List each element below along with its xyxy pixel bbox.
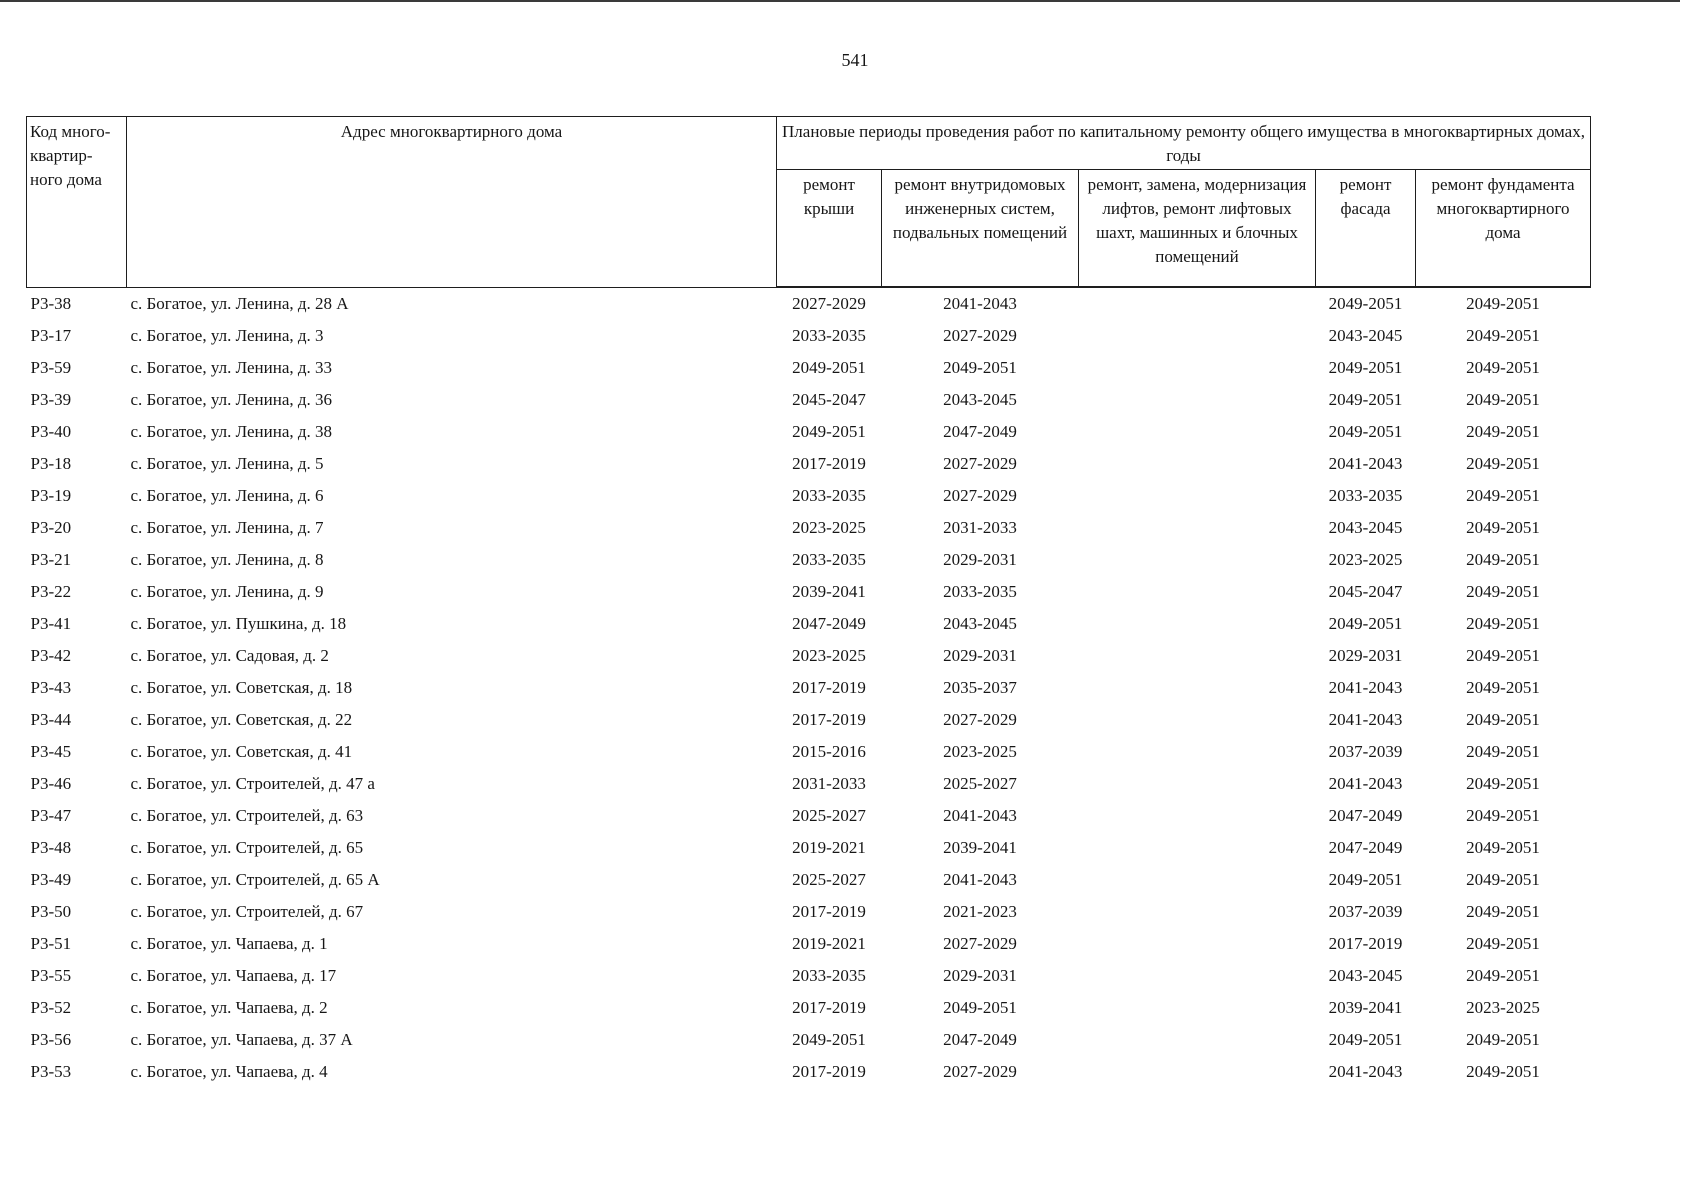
engineering-repair-period-cell: 2031-2033 [943,518,1017,537]
engineering-repair-period-cell: 2039-2041 [943,838,1017,857]
table-row [27,864,1591,896]
house-address-cell: с. Богатое, ул. Советская, д. 22 [130,710,353,729]
house-code-cell: Р3-48 [30,838,72,857]
house-address-cell: с. Богатое, ул. Пушкина, д. 18 [130,614,347,633]
house-address-cell: с. Богатое, ул. Ленина, д. 38 [130,422,333,441]
facade-repair-period-cell: 2039-2041 [1328,998,1403,1017]
facade-repair-period-cell: 2049-2051 [1328,614,1403,633]
house-address-cell: с. Богатое, ул. Ленина, д. 3 [130,326,324,345]
roof-repair-period-cell: 2017-2019 [792,998,866,1017]
elevator-repair-period-cell [1079,800,1316,832]
elevator-repair-period-cell [1079,1024,1316,1056]
engineering-repair-period-cell: 2047-2049 [943,1030,1017,1049]
foundation-repair-period-cell: 2049-2051 [1466,486,1540,505]
foundation-repair-period-cell: 2049-2051 [1466,838,1540,857]
engineering-repair-period-cell: 2033-2035 [943,582,1017,601]
roof-repair-period-cell: 2019-2021 [792,934,866,953]
foundation-repair-period-cell: 2049-2051 [1466,678,1540,697]
house-address-cell: с. Богатое, ул. Советская, д. 41 [130,742,353,761]
foundation-repair-period-cell: 2049-2051 [1466,614,1540,633]
engineering-repair-period-cell: 2041-2043 [943,806,1017,825]
elevator-repair-period-cell [1079,768,1316,800]
elevator-repair-period-cell [1079,864,1316,896]
foundation-repair-period-cell: 2049-2051 [1466,934,1540,953]
facade-repair-period-cell: 2041-2043 [1328,710,1403,729]
house-address-cell: с. Богатое, ул. Строителей, д. 67 [130,902,364,921]
house-code-cell: Р3-21 [30,550,72,569]
foundation-repair-period-cell: 2023-2025 [1466,998,1540,1017]
house-code-cell: Р3-52 [30,998,72,1017]
engineering-repair-period-cell: 2041-2043 [943,870,1017,889]
roof-repair-period-cell: 2031-2033 [792,774,866,793]
facade-repair-period-cell: 2017-2019 [1328,934,1403,953]
table-row [27,736,1591,768]
facade-repair-period-cell: 2033-2035 [1328,486,1403,505]
roof-repair-period-cell: 2039-2041 [792,582,866,601]
roof-repair-period-cell: 2027-2029 [792,294,866,313]
facade-repair-period-cell: 2047-2049 [1328,806,1403,825]
foundation-repair-period-cell: 2049-2051 [1466,774,1540,793]
facade-repair-period-cell: 2047-2049 [1328,838,1403,857]
house-address-cell: с. Богатое, ул. Чапаева, д. 2 [130,998,328,1017]
table-row [27,928,1591,960]
facade-repair-period-cell: 2041-2043 [1328,678,1403,697]
facade-repair-period-cell: 2049-2051 [1328,870,1403,889]
roof-repair-period-cell: 2017-2019 [792,678,866,697]
house-code-cell: Р3-42 [30,646,72,665]
house-address-cell: с. Богатое, ул. Чапаева, д. 4 [130,1062,328,1081]
table-row [27,480,1591,512]
engineering-repair-period-cell: 2029-2031 [943,550,1017,569]
foundation-repair-period-cell: 2049-2051 [1466,326,1540,345]
foundation-repair-period-cell: 2049-2051 [1466,550,1540,569]
roof-repair-period-cell: 2033-2035 [792,550,866,569]
header-roof-repair: ремонт крыши [777,170,882,288]
table-row [27,287,1591,320]
engineering-repair-period-cell: 2027-2029 [943,1062,1017,1081]
facade-repair-period-cell: 2043-2045 [1328,966,1403,985]
elevator-repair-period-cell [1079,576,1316,608]
house-code-cell: Р3-22 [30,582,72,601]
house-code-cell: Р3-50 [30,902,72,921]
house-code-cell: Р3-40 [30,422,72,441]
table-row [27,832,1591,864]
house-code-cell: Р3-59 [30,358,72,377]
foundation-repair-period-cell: 2049-2051 [1466,454,1540,473]
engineering-repair-period-cell: 2043-2045 [943,614,1017,633]
roof-repair-period-cell: 2045-2047 [792,390,866,409]
elevator-repair-period-cell [1079,416,1316,448]
house-address-cell: с. Богатое, ул. Ленина, д. 6 [130,486,324,505]
house-address-cell: с. Богатое, ул. Строителей, д. 65 [130,838,364,857]
house-address-cell: с. Богатое, ул. Ленина, д. 36 [130,390,333,409]
elevator-repair-period-cell [1079,896,1316,928]
facade-repair-period-cell: 2049-2051 [1328,1030,1403,1049]
elevator-repair-period-cell [1079,928,1316,960]
foundation-repair-period-cell: 2049-2051 [1466,1030,1540,1049]
facade-repair-period-cell: 2023-2025 [1328,550,1403,569]
house-code-cell: Р3-44 [30,710,72,729]
table-row [27,512,1591,544]
foundation-repair-period-cell: 2049-2051 [1466,582,1540,601]
house-code-cell: Р3-17 [30,326,72,345]
elevator-repair-period-cell [1079,544,1316,576]
engineering-repair-period-cell: 2027-2029 [943,710,1017,729]
facade-repair-period-cell: 2041-2043 [1328,454,1403,473]
header-elevator-repair: ремонт, замена, модернизация лифтов, ремонт лифтовых шахт, машинных и блочных помещений [1079,170,1316,288]
engineering-repair-period-cell: 2041-2043 [943,294,1017,313]
elevator-repair-period-cell [1079,287,1316,320]
engineering-repair-period-cell: 2043-2045 [943,390,1017,409]
top-border-line [0,0,1680,2]
house-address-cell: с. Богатое, ул. Строителей, д. 65 А [130,870,380,889]
roof-repair-period-cell: 2025-2027 [792,806,866,825]
house-code-cell: Р3-56 [30,1030,72,1049]
foundation-repair-period-cell: 2049-2051 [1466,646,1540,665]
house-code-cell: Р3-20 [30,518,72,537]
elevator-repair-period-cell [1079,704,1316,736]
roof-repair-period-cell: 2033-2035 [792,326,866,345]
engineering-repair-period-cell: 2027-2029 [943,454,1017,473]
roof-repair-period-cell: 2019-2021 [792,838,866,857]
foundation-repair-period-cell: 2049-2051 [1466,966,1540,985]
engineering-repair-period-cell: 2023-2025 [943,742,1017,761]
table-row [27,608,1591,640]
house-address-cell: с. Богатое, ул. Ленина, д. 9 [130,582,324,601]
table-row [27,1056,1591,1088]
header-house-code: Код много-квартир-ного дома [27,117,127,288]
house-address-cell: с. Богатое, ул. Ленина, д. 28 А [130,293,349,313]
table-row [27,896,1591,928]
elevator-repair-period-cell [1079,480,1316,512]
house-code-cell: Р3-47 [30,806,72,825]
engineering-repair-period-cell: 2027-2029 [943,934,1017,953]
facade-repair-period-cell: 2037-2039 [1328,902,1403,921]
table-header [27,117,1591,288]
roof-repair-period-cell: 2049-2051 [792,422,866,441]
elevator-repair-period-cell [1079,1056,1316,1088]
table-row [27,640,1591,672]
roof-repair-period-cell: 2033-2035 [792,966,866,985]
facade-repair-period-cell: 2049-2051 [1328,294,1403,313]
house-code-cell: Р3-53 [30,1062,72,1081]
elevator-repair-period-cell [1079,512,1316,544]
roof-repair-period-cell: 2017-2019 [792,902,866,921]
facade-repair-period-cell: 2049-2051 [1328,358,1403,377]
engineering-repair-period-cell: 2035-2037 [943,678,1017,697]
foundation-repair-period-cell: 2049-2051 [1466,422,1540,441]
foundation-repair-period-cell: 2049-2051 [1466,806,1540,825]
table-row [27,416,1591,448]
elevator-repair-period-cell [1079,832,1316,864]
roof-repair-period-cell: 2049-2051 [792,1030,866,1049]
roof-repair-period-cell: 2017-2019 [792,454,866,473]
table-row [27,800,1591,832]
engineering-repair-period-cell: 2025-2027 [943,774,1017,793]
roof-repair-period-cell: 2023-2025 [792,646,866,665]
header-house-address: Адрес многоквартирного дома [127,117,777,288]
roof-repair-period-cell: 2025-2027 [792,870,866,889]
roof-repair-period-cell: 2015-2016 [792,742,866,761]
foundation-repair-period-cell: 2049-2051 [1466,710,1540,729]
house-address-cell: с. Богатое, ул. Ленина, д. 7 [130,518,324,537]
foundation-repair-period-cell: 2049-2051 [1466,742,1540,761]
table-row [27,320,1591,352]
house-code-cell: Р3-18 [30,454,72,473]
table-row [27,544,1591,576]
table-row [27,672,1591,704]
facade-repair-period-cell: 2041-2043 [1328,774,1403,793]
roof-repair-period-cell: 2017-2019 [792,1062,866,1081]
house-code-cell: Р3-41 [30,614,72,633]
house-address-cell: с. Богатое, ул. Ленина, д. 33 [130,358,333,377]
header-row-top [27,117,1591,170]
house-address-cell: с. Богатое, ул. Советская, д. 18 [130,678,353,697]
elevator-repair-period-cell [1079,960,1316,992]
table-row [27,704,1591,736]
foundation-repair-period-cell: 2049-2051 [1466,902,1540,921]
house-address-cell: с. Богатое, ул. Ленина, д. 8 [130,550,324,569]
table-row [27,384,1591,416]
page-number: 541 [841,50,869,70]
roof-repair-period-cell: 2023-2025 [792,518,866,537]
house-code-cell: Р3-39 [30,390,72,409]
elevator-repair-period-cell [1079,384,1316,416]
foundation-repair-period-cell: 2049-2051 [1466,390,1540,409]
engineering-repair-period-cell: 2049-2051 [943,998,1017,1017]
house-address-cell: с. Богатое, ул. Строителей, д. 47 а [130,774,375,793]
roof-repair-period-cell: 2033-2035 [792,486,866,505]
header-engineering-repair: ремонт внутридомовых инженерных систем, подвальных помещений [882,170,1079,288]
house-address-cell: с. Богатое, ул. Строителей, д. 63 [130,806,364,825]
table-row [27,960,1591,992]
elevator-repair-period-cell [1079,736,1316,768]
house-code-cell: Р3-19 [30,486,72,505]
engineering-repair-period-cell: 2029-2031 [943,646,1017,665]
header-facade-repair: ремонт фасада [1316,170,1416,288]
elevator-repair-period-cell [1079,640,1316,672]
house-address-cell: с. Богатое, ул. Чапаева, д. 1 [130,934,328,953]
house-address-cell: с. Богатое, ул. Чапаева, д. 37 А [130,1030,353,1049]
roof-repair-period-cell: 2049-2051 [792,358,866,377]
facade-repair-period-cell: 2037-2039 [1328,742,1403,761]
engineering-repair-period-cell: 2029-2031 [943,966,1017,985]
engineering-repair-period-cell: 2049-2051 [943,358,1017,377]
elevator-repair-period-cell [1079,320,1316,352]
facade-repair-period-cell: 2045-2047 [1328,582,1403,601]
header-foundation-repair: ремонт фундамента многоквартирного дома [1416,170,1591,288]
roof-repair-period-cell: 2017-2019 [792,710,866,729]
table-row [27,576,1591,608]
house-code-cell: Р3-38 [30,293,72,313]
table-row [27,1024,1591,1056]
elevator-repair-period-cell [1079,608,1316,640]
header-planned-periods: Плановые периоды проведения работ по капитальному ремонту общего имущества в многоквартирных домах, годы [777,117,1591,170]
house-code-cell: Р3-46 [30,774,72,793]
elevator-repair-period-cell [1079,992,1316,1024]
table-row [27,768,1591,800]
elevator-repair-period-cell [1079,448,1316,480]
facade-repair-period-cell: 2043-2045 [1328,518,1403,537]
elevator-repair-period-cell [1079,352,1316,384]
roof-repair-period-cell: 2047-2049 [792,614,866,633]
table-row [27,448,1591,480]
house-code-cell: Р3-45 [30,742,72,761]
house-address-cell: с. Богатое, ул. Садовая, д. 2 [130,646,329,665]
foundation-repair-period-cell: 2049-2051 [1466,294,1540,313]
facade-repair-period-cell: 2049-2051 [1328,390,1403,409]
foundation-repair-period-cell: 2049-2051 [1466,518,1540,537]
engineering-repair-period-cell: 2027-2029 [943,486,1017,505]
table-body [27,287,1591,1088]
house-code-cell: Р3-43 [30,678,72,697]
foundation-repair-period-cell: 2049-2051 [1466,1062,1540,1081]
facade-repair-period-cell: 2041-2043 [1328,1062,1403,1081]
table-row [27,352,1591,384]
house-code-cell: Р3-55 [30,966,72,985]
engineering-repair-period-cell: 2047-2049 [943,422,1017,441]
house-address-cell: с. Богатое, ул. Чапаева, д. 17 [130,966,337,985]
foundation-repair-period-cell: 2049-2051 [1466,358,1540,377]
table-row [27,992,1591,1024]
facade-repair-period-cell: 2043-2045 [1328,326,1403,345]
capital-repair-schedule-table [26,116,1591,1088]
foundation-repair-period-cell: 2049-2051 [1466,870,1540,889]
house-code-cell: Р3-49 [30,870,72,889]
facade-repair-period-cell: 2029-2031 [1328,646,1403,665]
engineering-repair-period-cell: 2027-2029 [943,326,1017,345]
elevator-repair-period-cell [1079,672,1316,704]
house-code-cell: Р3-51 [30,934,72,953]
house-address-cell: с. Богатое, ул. Ленина, д. 5 [130,454,324,473]
engineering-repair-period-cell: 2021-2023 [943,902,1017,921]
facade-repair-period-cell: 2049-2051 [1328,422,1403,441]
